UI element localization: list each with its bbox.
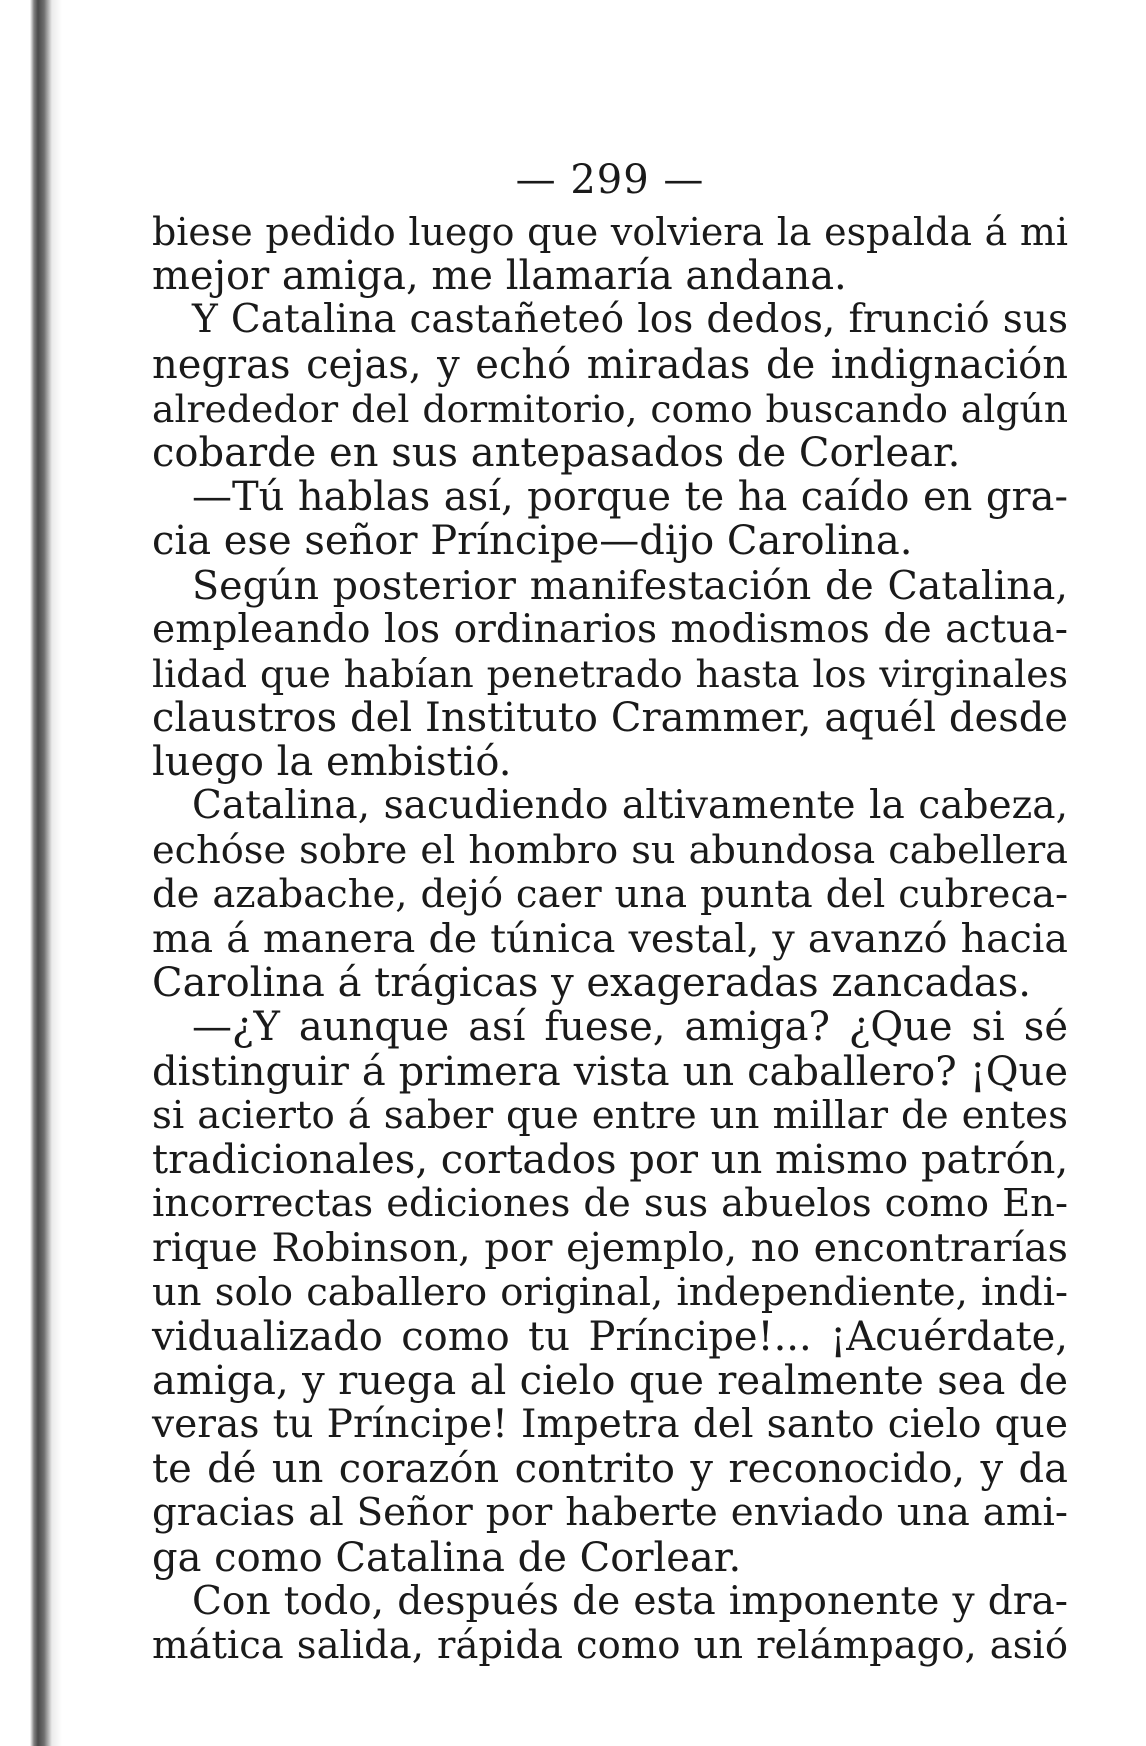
- page-binding-edge: [0, 0, 62, 1746]
- body-text: [152, 210, 1068, 1668]
- text-line: tradicionales, cortados por un mismo patrón,: [152, 1136, 1069, 1183]
- text-line: vidualizado como tu Príncipe!... ¡Acuérdate,: [152, 1313, 1068, 1360]
- text-line: distinguir á primera vista un caballero? ¡Que: [152, 1048, 1068, 1095]
- text-line: empleando los ordinarios modismos de actua-: [152, 606, 1068, 652]
- text-line: amiga, y ruega al cielo que realmente sea de: [152, 1357, 1068, 1404]
- text-line: Según posterior manifestación de Catalina,: [192, 562, 1068, 609]
- text-line: Con todo, después de esta imponente y dra-: [192, 1578, 1068, 1624]
- text-line: Carolina á trágicas y exageradas zancadas.: [152, 960, 1032, 1007]
- text-line: alrededor del dormitorio, como buscando algún: [152, 386, 1068, 431]
- text-line: Y Catalina castañeteó los dedos, frunció sus: [192, 297, 1068, 343]
- text-line: —Tú hablas así, porque te ha caído en gra-: [192, 474, 1068, 521]
- text-line: Catalina, sacudiendo altivamente la cabeza,: [192, 783, 1068, 829]
- text-line: si acierto á saber que entre un millar de entes: [152, 1092, 1068, 1138]
- book-page: [152, 150, 1068, 1668]
- text-line: un solo caballero original, independiente, indi-: [152, 1269, 1068, 1315]
- page-number: — 299 —: [515, 157, 705, 203]
- text-line: veras tu Príncipe! Impetra del santo cielo que: [152, 1402, 1068, 1448]
- text-line: rique Robinson, por ejemplo, no encontrarías: [152, 1225, 1068, 1272]
- text-line: te dé un corazón contrito y reconocido, y da: [152, 1446, 1068, 1493]
- text-line: ma á manera de túnica vestal, y avanzó hacia: [152, 916, 1068, 962]
- text-line: biese pedido luego que volviera la espalda á mi: [152, 210, 1068, 254]
- text-line: —¿Y aunque así fuese, amiga? ¿Que si sé: [192, 1004, 1068, 1051]
- text-line: negras cejas, y echó miradas de indignación: [152, 341, 1068, 388]
- text-line: de azabache, dejó caer una punta del cubreca-: [152, 871, 1068, 917]
- text-line: luego la embistió.: [152, 739, 512, 786]
- text-line: mejor amiga, me llamaría andana.: [152, 253, 847, 300]
- text-line: cobarde en sus antepasados de Corlear.: [152, 429, 961, 476]
- text-line: echóse sobre el hombro su abundosa cabellera: [152, 827, 1068, 873]
- text-line: ga como Catalina de Corlear.: [152, 1534, 742, 1581]
- text-line: incorrectas ediciones de sus abuelos como En-: [152, 1181, 1068, 1227]
- text-line: gracias al Señor por haberte enviado una ami-: [152, 1490, 1068, 1536]
- text-line: claustros del Instituto Crammer, aquél desde: [152, 695, 1068, 742]
- text-line: lidad que habían penetrado hasta los virginales: [152, 651, 1068, 696]
- text-line: mática salida, rápida como un relámpago, asió: [152, 1623, 1068, 1668]
- text-line: cia ese señor Príncipe—dijo Carolina.: [152, 518, 913, 565]
